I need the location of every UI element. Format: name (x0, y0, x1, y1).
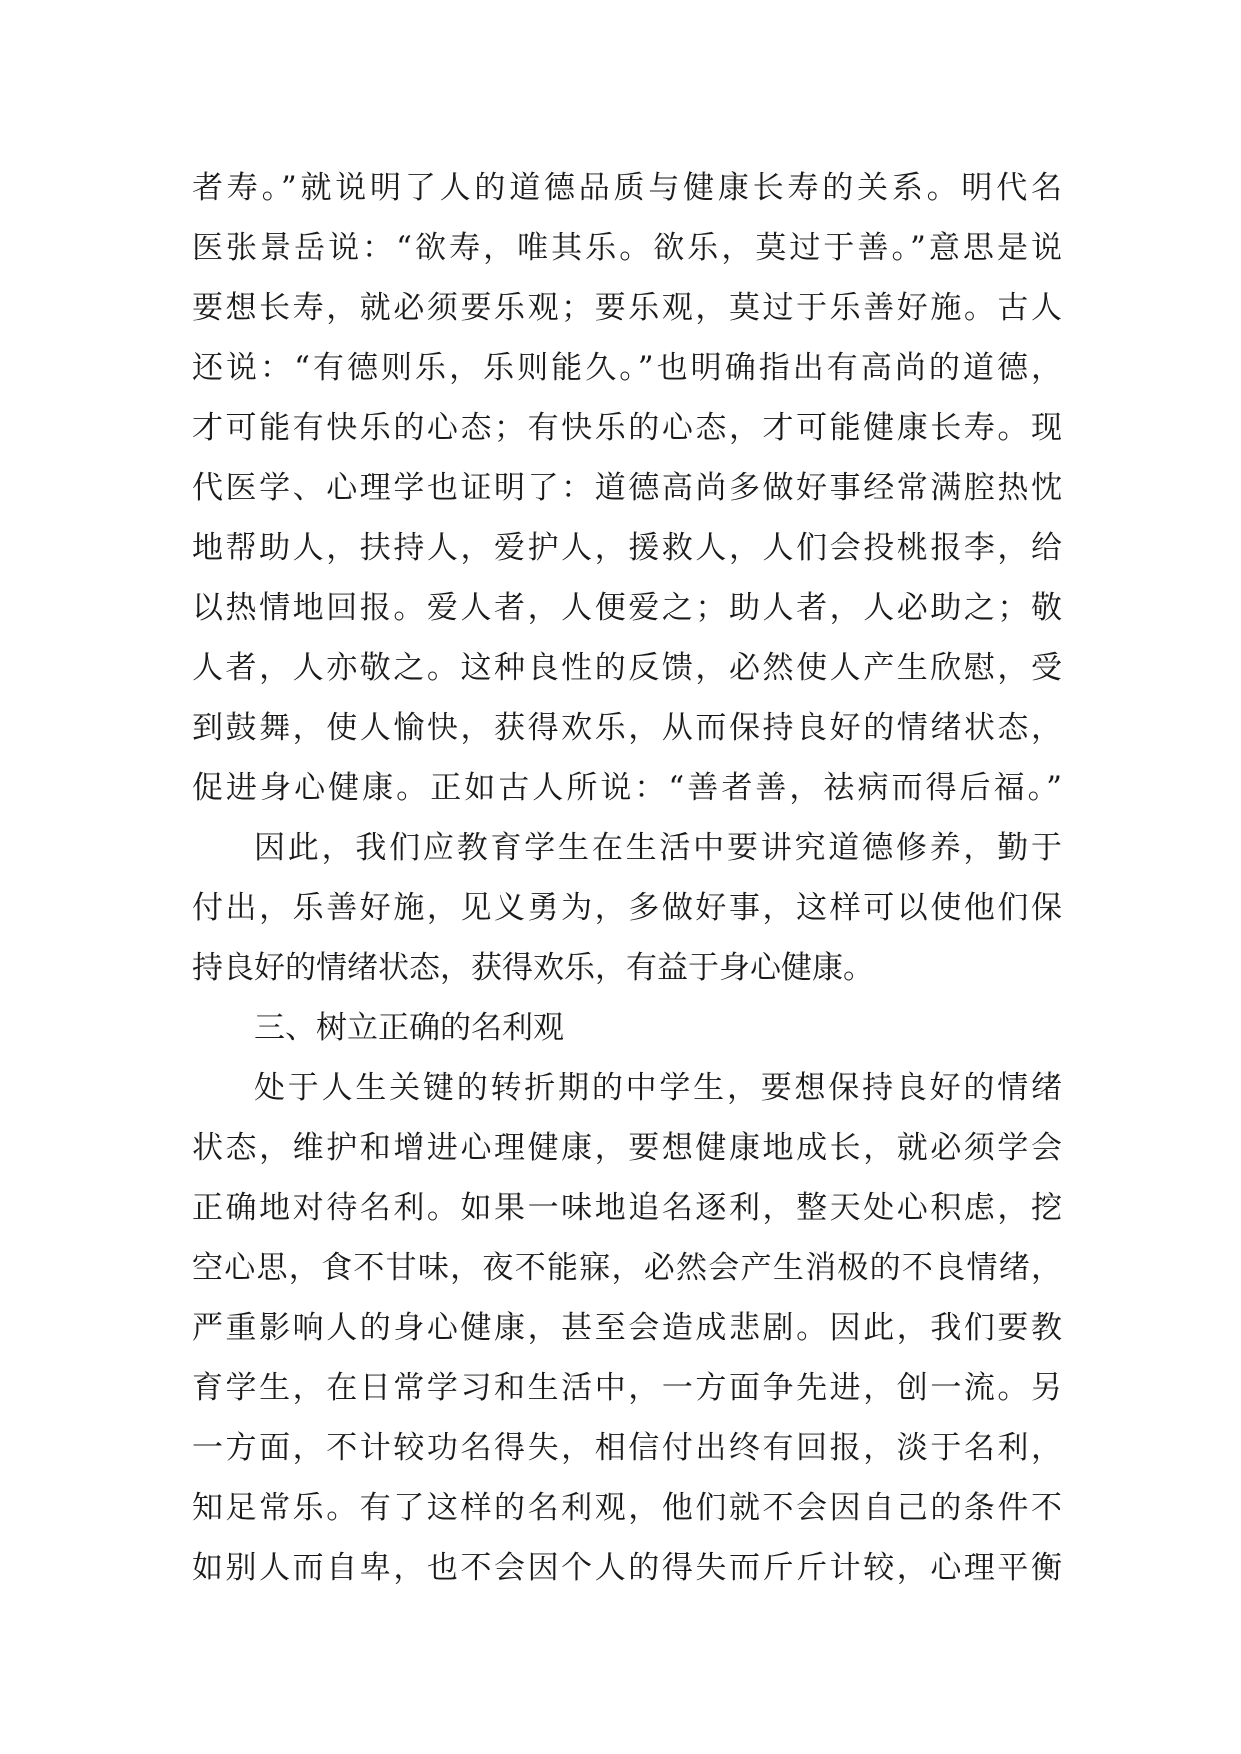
text-line: 代医学、心理学也证明了：道德高尚多做好事经常满腔热忱 (192, 470, 1062, 506)
text-line: 三、树立正确的名利观 (254, 1010, 564, 1046)
text-line: 育学生，在日常学习和生活中，一方面争先进，创一流。另 (192, 1370, 1062, 1406)
body-text (192, 158, 1062, 1598)
text-line: 状态，维护和增进心理健康，要想健康地成长，就必须学会 (192, 1130, 1062, 1166)
text-line: 持良好的情绪状态，获得欢乐，有益于身心健康。 (192, 950, 874, 986)
text-line: 到鼓舞，使人愉快，获得欢乐，从而保持良好的情绪状态， (192, 710, 1062, 746)
text-line: 正确地对待名利。如果一味地追名逐利，整天处心积虑，挖 (192, 1190, 1062, 1226)
text-line: 如别人而自卑，也不会因个人的得失而斤斤计较，心理平衡 (192, 1550, 1062, 1586)
text-line: 者寿。”就说明了人的道德品质与健康长寿的关系。明代名 (192, 170, 1062, 206)
text-line: 付出，乐善好施，见义勇为，多做好事，这样可以使他们保 (192, 890, 1062, 926)
text-line: 以热情地回报。爱人者，人便爱之；助人者，人必助之；敬 (192, 590, 1062, 626)
text-line: 空心思，食不甘味，夜不能寐，必然会产生消极的不良情绪， (192, 1250, 1062, 1286)
text-line: 处于人生关键的转折期的中学生，要想保持良好的情绪 (254, 1070, 1062, 1106)
text-line: 才可能有快乐的心态；有快乐的心态，才可能健康长寿。现 (192, 410, 1062, 446)
text-line: 严重影响人的身心健康，甚至会造成悲剧。因此，我们要教 (192, 1310, 1062, 1346)
text-line: 知足常乐。有了这样的名利观，他们就不会因自己的条件不 (192, 1490, 1062, 1526)
text-line: 因此，我们应教育学生在生活中要讲究道德修养，勤于 (254, 830, 1062, 866)
text-line: 促进身心健康。正如古人所说：“善者善，祛病而得后福。” (192, 770, 1062, 806)
text-line: 一方面，不计较功名得失，相信付出终有回报，淡于名利， (192, 1430, 1062, 1466)
text-line: 地帮助人，扶持人，爱护人，援救人，人们会投桃报李，给 (192, 530, 1062, 566)
text-line: 还说：“有德则乐，乐则能久。”也明确指出有高尚的道德， (192, 350, 1062, 386)
text-line: 人者，人亦敬之。这种良性的反馈，必然使人产生欣慰，受 (192, 650, 1062, 686)
text-line: 医张景岳说：“欲寿，唯其乐。欲乐，莫过于善。”意思是说 (192, 230, 1062, 266)
text-line: 要想长寿，就必须要乐观；要乐观，莫过于乐善好施。古人 (192, 290, 1062, 326)
